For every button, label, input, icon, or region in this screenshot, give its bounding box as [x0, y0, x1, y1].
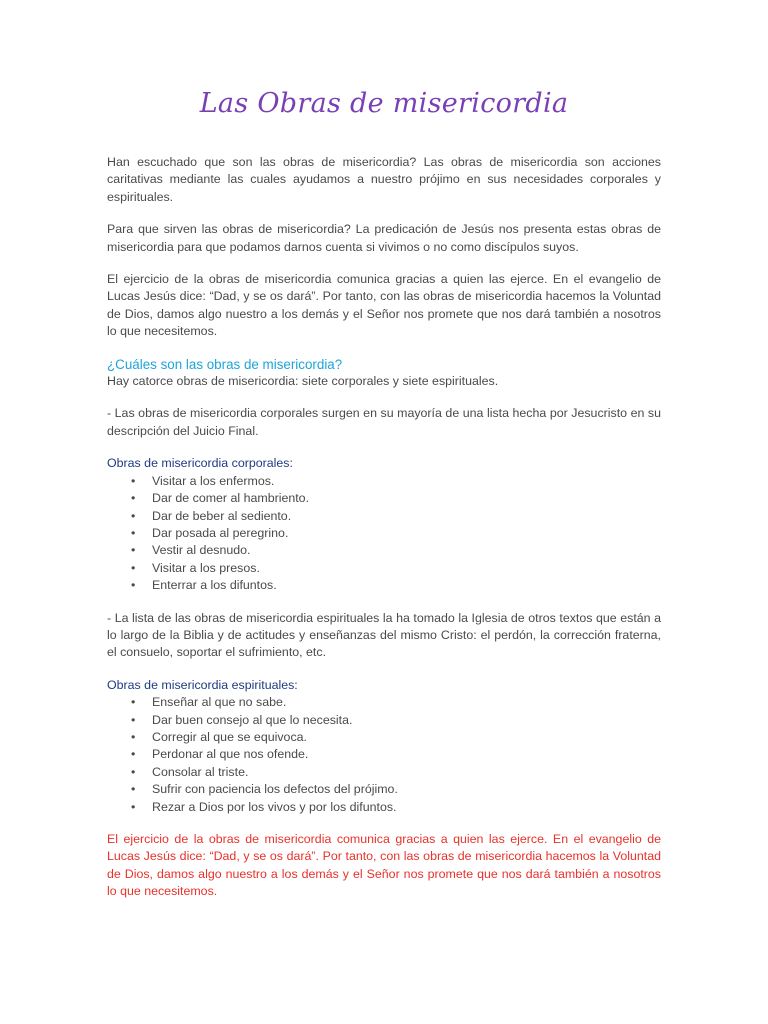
document-body — [107, 154, 661, 901]
bullet-icon: • — [131, 491, 136, 506]
question-text: Hay catorce obras de misericordia: siete corporales y siete espirituales. — [107, 374, 499, 389]
list-item: • Sufrir con paciencia los defectos del prójimo. — [107, 781, 661, 798]
corporales-intro: - Las obras de misericordia corporales surgen en su mayoría de una lista hecha por Jesucristo en su descripción del Juicio Final. — [107, 406, 661, 438]
list-item: • Vestir al desnudo. — [107, 542, 661, 559]
intro-paragraph-1: Han escuchado que son las obras de misericordia? Las obras de misericordia son acciones caritativas mediante las cuales ayudamos a nuestro prójimo en sus necesidades corporales y espirituales. — [107, 155, 661, 204]
question-section — [107, 356, 661, 391]
list-item: • Visitar a los enfermos. — [107, 473, 661, 490]
closing-paragraph: El ejercicio de la obras de misericordia comunica gracias a quien las ejerce. En el evangelio de Lucas Jesús dice: “Dad, y se os dará”. Por tanto, con las obras de misericordia hacemos la Voluntad de Dios, damos algo nuestro a los demás y el Señor nos promete que nos dará también a nosotros lo que necesitemos. — [107, 832, 661, 899]
intro-paragraph-2: Para que sirven las obras de misericordia? La predicación de Jesús nos presenta estas obras de misericordia para que podamos darnos cuenta si vivimos o no como discípulos suyos. — [107, 222, 661, 254]
bullet-icon: • — [131, 695, 136, 710]
bullet-icon: • — [131, 729, 136, 744]
bullet-icon: • — [131, 764, 136, 779]
list-item: • Dar posada al peregrino. — [107, 525, 661, 542]
corporales-list — [107, 473, 661, 595]
corporales-heading: Obras de misericordia corporales: — [107, 456, 293, 471]
bullet-icon: • — [131, 782, 136, 797]
bullet-icon: • — [131, 525, 136, 540]
bullet-icon: • — [131, 560, 136, 575]
corporales-section — [107, 455, 661, 594]
bullet-icon: • — [131, 508, 136, 523]
intro-paragraph-3: El ejercicio de la obras de misericordia comunica gracias a quien las ejerce. En el evangelio de Lucas Jesús dice: “Dad, y se os dará”. Por tanto, con las obras de misericordia hacemos la Voluntad de Dios, damos algo nuestro a los demás y el Señor nos promete que nos dará también a nosotros lo que necesitemos. — [107, 272, 661, 339]
bullet-icon: • — [131, 473, 136, 488]
espirituales-section — [107, 677, 661, 816]
list-item: • Dar de beber al sediento. — [107, 508, 661, 525]
espirituales-list — [107, 694, 661, 816]
list-item: • Dar buen consejo al que lo necesita. — [107, 712, 661, 729]
question-heading: ¿Cuáles son las obras de misericordia? — [107, 356, 343, 372]
bullet-icon: • — [131, 799, 136, 814]
list-item: • Dar de comer al hambriento. — [107, 490, 661, 507]
list-item: • Perdonar al que nos ofende. — [107, 746, 661, 763]
list-item: • Consolar al triste. — [107, 764, 661, 781]
espirituales-intro: - La lista de las obras de misericordia espirituales la ha tomado la Iglesia de otros textos que están a lo largo de la Biblia y de actitudes y enseñanzas del mismo Cristo: el perdón, la corrección fraterna, el consuelo, soportar el sufrimiento, etc. — [107, 610, 661, 660]
list-item: • Enterrar a los difuntos. — [107, 577, 661, 594]
bullet-icon: • — [131, 712, 136, 727]
bullet-icon: • — [131, 747, 136, 762]
list-item: • Enseñar al que no sabe. — [107, 694, 661, 711]
bullet-icon: • — [131, 543, 136, 558]
espirituales-heading: Obras de misericordia espirituales: — [107, 677, 298, 692]
list-item: • Visitar a los presos. — [107, 560, 661, 577]
list-item: • Corregir al que se equivoca. — [107, 729, 661, 746]
page-title: Las Obras de misericordia — [199, 88, 569, 119]
bullet-icon: • — [131, 578, 136, 593]
list-item: • Rezar a Dios por los vivos y por los difuntos. — [107, 799, 661, 816]
